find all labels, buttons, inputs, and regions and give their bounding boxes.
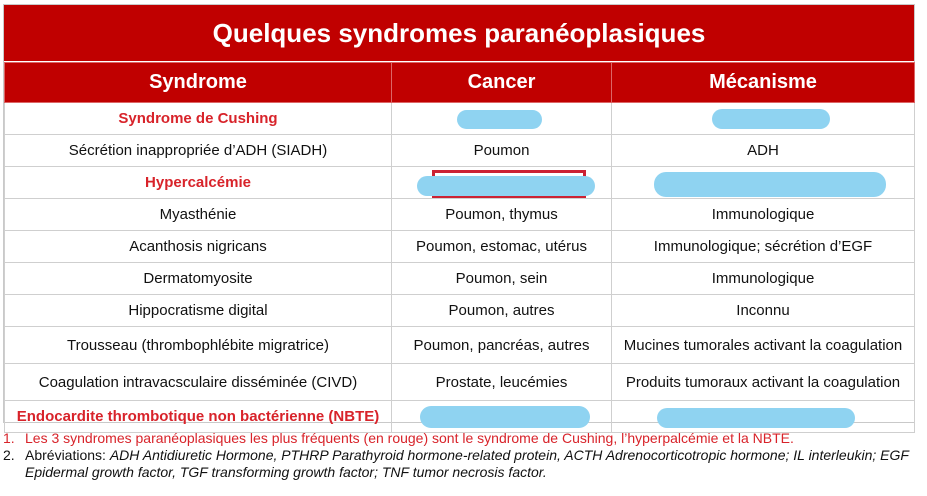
cancer-cell: Poumon [392,135,612,167]
table-row [5,364,915,401]
table-row [5,327,915,364]
table-row [5,103,915,135]
syndrome-cell: Hypercalcémie [5,167,392,199]
table-row [5,401,915,433]
mecanisme-cell: Mucines tumorales activant la coagulation [612,327,915,364]
table-title: Quelques syndromes paranéoplasiques [4,5,914,61]
mecanisme-cell [612,103,915,135]
redaction-mark [417,176,595,196]
table-row [5,295,915,327]
abbreviations-label: Abréviations: [25,447,110,463]
syndrome-cell: Acanthosis nigricans [5,231,392,263]
table-row [5,167,915,199]
footnotes [3,430,923,481]
mecanisme-cell: Produits tumoraux activant la coagulation [612,364,915,401]
header-row [5,63,915,103]
footnote-2 [3,447,923,481]
syndrome-cell: Syndrome de Cushing [5,103,392,135]
mecanisme-cell: ADH [612,135,915,167]
redaction-mark [712,109,830,129]
footnote-number: 1. [3,430,15,446]
cancer-cell [392,103,612,135]
footnote-number: 2. [3,447,15,463]
syndrome-cell: Endocardite thrombotique non bactérienne (NBTE) [5,401,392,433]
mecanisme-cell: Immunologique; sécrétion d’EGF [612,231,915,263]
table-row [5,135,915,167]
syndrome-cell: Coagulation intravacsculaire disséminée (CIVD) [5,364,392,401]
redaction-mark [457,110,542,129]
footnote-text [25,447,923,481]
cancer-cell: Poumon, autres [392,295,612,327]
cancer-cell [392,401,612,433]
mecanisme-cell: Immunologique [612,263,915,295]
syndrome-cell: Trousseau (thrombophlébite migratrice) [5,327,392,364]
header-mecanisme: Mécanisme [612,63,915,103]
cancer-cell: Prostate, leucémies [392,364,612,401]
footnote-text: Les 3 syndromes paranéoplasiques les plus fréquents (en rouge) sont le syndrome de Cushing, l’hyperpalcémie et la NBTE. [25,430,794,446]
syndrome-cell: Dermatomyosite [5,263,392,295]
syndrome-cell: Sécrétion inappropriée d’ADH (SIADH) [5,135,392,167]
syndromes-table [4,62,915,433]
mecanisme-cell [612,167,915,199]
cancer-cell: Poumon, pancréas, autres [392,327,612,364]
table-row [5,199,915,231]
header-cancer: Cancer [392,63,612,103]
cancer-cell: Poumon, estomac, utérus [392,231,612,263]
table-row [5,231,915,263]
mecanisme-cell: Immunologique [612,199,915,231]
syndrome-cell: Myasthénie [5,199,392,231]
mecanisme-cell [612,401,915,433]
syndrome-cell: Hippocratisme digital [5,295,392,327]
redaction-mark [420,406,590,428]
table-row [5,263,915,295]
abbreviations-list: ADH Antidiuretic Hormone, PTHRP Parathyroid hormone-related protein, ACTH Adrenocorticotropic hormone; IL interleukin; EGF Epidermal growth factor, TGF transforming growth factor; TNF tumor necrosis factor. [25,447,909,480]
redaction-mark [657,408,855,428]
redaction-mark [654,172,886,197]
header-syndrome: Syndrome [5,63,392,103]
footnote-1 [3,430,923,447]
cancer-cell: Poumon, sein [392,263,612,295]
cancer-cell [392,167,612,199]
cancer-cell: Poumon, thymus [392,199,612,231]
syndromes-table-card [3,4,915,423]
mecanisme-cell: Inconnu [612,295,915,327]
